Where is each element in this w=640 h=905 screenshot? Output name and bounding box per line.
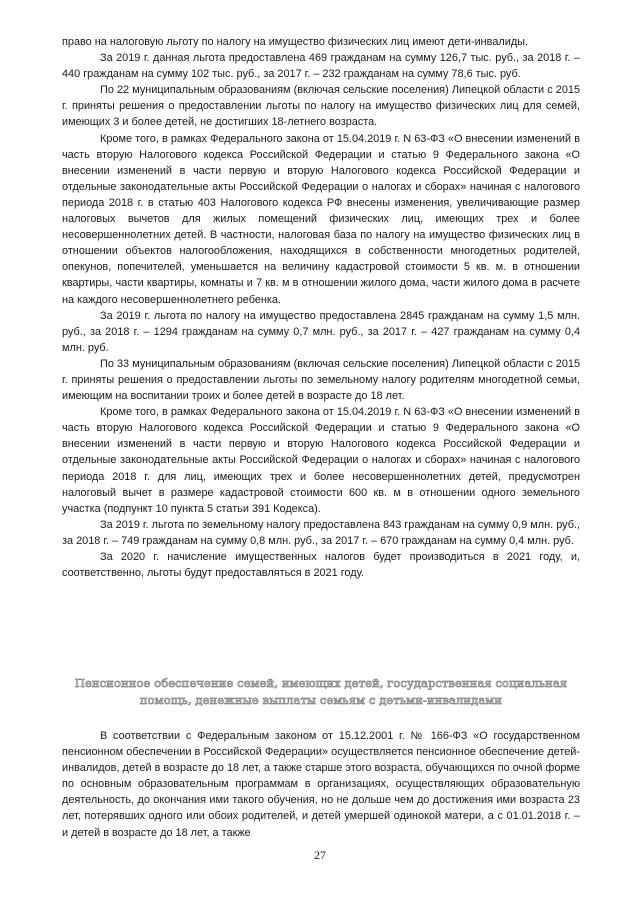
paragraph: Кроме того, в рамках Федерального закона от 15.04.2019 г. N 63-ФЗ «О внесении изменений в часть вторую Налогового кодекса Российской Федерации и статью 9 Федерального закона «О внесении изменений в части первую и вторую Налогового кодекса Российской Федерации и отдельные законодательные акты Российской Федерации о налогах и сборах» начиная с налогового периода 2018 г. в статью 403 Налогового кодекса РФ внесены изменения, увеличивающие размер налоговых вычетов для жилых помещений физических лиц, имеющих трех и более несовершеннолетних детей. В частности, налоговая база по налогу на имущество физических лиц в отношении объектов налогообложения, находящихся в собственности многодетных родителей, опекунов, попечителей, уменьшается на величину кадастровой стоимости 5 кв. м. в отношении квартиры, части квартиры, комнаты и 7 кв. м в отношении жилого дома, части жилого дома в расчете на каждого несовершеннолетнего ребенка. xyxy=(62,132,580,306)
paragraph: По 22 муниципальным образованиям (включая сельские поселения) Липецкой области с 2015 г. приняты решения о предоставлении льготы по налогу на имущество физических лиц для семей, имеющих 3 и более детей, не достигших 18-летнего возраста. xyxy=(62,84,580,129)
paragraph: За 2020 г. начисление имущественных налогов будет производиться в 2021 году, и, соответственно, льготы будут предоставляться в 2021 году. xyxy=(62,551,580,580)
paragraph: По 33 муниципальным образованиям (включая сельские поселения) Липецкой области с 2015 г. приняты решения о предоставлении льготы по земельному налогу родителям многодетной семьи, имеющим на воспитании троих и более детей в возрасте до 18 лет. xyxy=(62,357,580,403)
paragraph: право на налоговую льготу по налогу на имущество физических лиц имеют дети-инвалиды. xyxy=(62,36,529,48)
paragraph: За 2019 г. льгота по земельному налогу предоставлена 843 гражданам на сумму 0,9 млн. руб., за 2018 г. – 749 гражданам на сумму 0,8 млн. руб., за 2017 г. – 670 гражданам на сумму 0,4 млн. руб. xyxy=(62,518,580,547)
page-number: 27 xyxy=(314,848,326,862)
paragraph: Кроме того, в рамках Федерального закона от 15.04.2019 г. N 63-ФЗ «О внесении изменений в часть вторую Налогового кодекса Российской Федерации и статью 9 Федерального закона «О внесении изменений в части первую и вторую Налогового кодекса Российской Федерации и отдельные законодательные акты Российской Федерации о налогах и сборах» начиная с налогового периода 2018 г. для лиц, имеющих трех и более несовершеннолетних детей, предусмотрен налоговый вычет в размере кадастровой стоимости 600 кв. м в отношении одного земельного участка (подпункт 10 пункта 5 статьи 391 Кодекса). xyxy=(62,406,580,515)
body-text-section-1 xyxy=(62,34,580,581)
paragraph: В соответствии с Федеральным законом от 15.12.2001 г. № 166-ФЗ «О государственном пенсионном обеспечении в Российской Федерации» осуществляется пенсионное обеспечение детей-инвалидов, детей в возрасте до 18 лет, а также старше этого возраста, обучающихся по очной форме по основным образовательным программам в организациях, осуществляющих образовательную деятельность, до окончания ими такого обучения, но не дольше чем до достижения ими возраста 23 лет, потерявших одного или обоих родителей, и детей умершей одинокой матери, а с 01.01.2018 г. – и детей в возрасте до 18 лет, а также xyxy=(62,730,580,839)
paragraph: За 2019 г. данная льгота предоставлена 469 гражданам на сумму 126,7 тыс. руб., за 2018 г. – 440 гражданам на сумму 102 тыс. руб., за 2017 г. – 232 гражданам на сумму 78,6 тыс. руб. xyxy=(62,52,580,81)
body-text-section-2 xyxy=(62,728,580,841)
paragraph: За 2019 г. льгота по налогу на имущество предоставлена 2845 гражданам на сумму 1,5 млн. руб., за 2018 г. – 1294 гражданам на сумму 0,7 млн. руб., за 2017 г. – 427 гражданам на сумму 0,4 млн. руб. xyxy=(62,309,580,354)
section-heading: Пенсионное обеспечение семей, имеющих детей, государственная социальная помощь, денежные выплаты семьям с детьми-инвалидами xyxy=(74,676,568,707)
